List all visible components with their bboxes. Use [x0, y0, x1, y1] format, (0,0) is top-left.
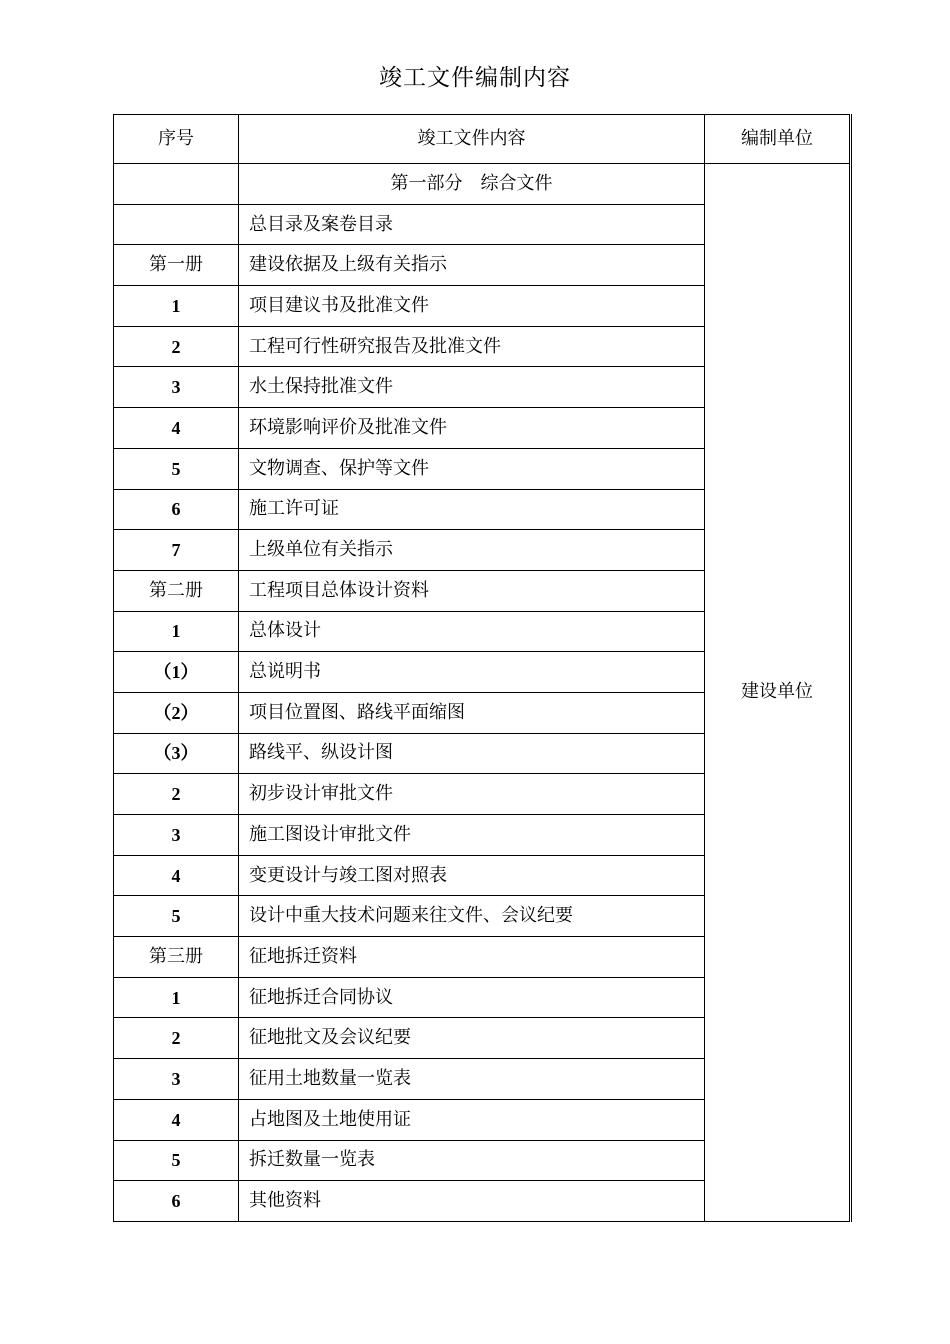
- row-seq: 4: [114, 408, 239, 449]
- row-seq: 2: [114, 326, 239, 367]
- row-content: 施工许可证: [239, 489, 705, 530]
- row-content: 施工图设计审批文件: [239, 815, 705, 856]
- row-content: 项目位置图、路线平面缩图: [239, 692, 705, 733]
- row-content: 总体设计: [239, 611, 705, 652]
- row-content: 文物调查、保护等文件: [239, 448, 705, 489]
- row-seq: 第一册: [114, 245, 239, 286]
- row-content: 项目建议书及批准文件: [239, 286, 705, 327]
- row-seq: [114, 164, 239, 205]
- row-content: 初步设计审批文件: [239, 774, 705, 815]
- row-content: 上级单位有关指示: [239, 530, 705, 571]
- row-content: 工程项目总体设计资料: [239, 570, 705, 611]
- row-seq: 3: [114, 815, 239, 856]
- row-seq: 6: [114, 1181, 239, 1222]
- row-content: 第一部分 综合文件: [239, 164, 705, 205]
- unit-cell: 建设单位: [705, 164, 851, 1222]
- row-content: 建设依据及上级有关指示: [239, 245, 705, 286]
- row-content: 占地图及土地使用证: [239, 1099, 705, 1140]
- row-seq: 第二册: [114, 570, 239, 611]
- row-seq: 3: [114, 367, 239, 408]
- row-seq: 1: [114, 611, 239, 652]
- row-seq: 2: [114, 774, 239, 815]
- row-content: 征地拆迁合同协议: [239, 977, 705, 1018]
- row-seq: （2）: [114, 692, 239, 733]
- header-content: 竣工文件内容: [239, 115, 705, 164]
- row-seq: （3）: [114, 733, 239, 774]
- row-content: 工程可行性研究报告及批准文件: [239, 326, 705, 367]
- row-content: 其他资料: [239, 1181, 705, 1222]
- page-title: 竣工文件编制内容: [379, 65, 571, 91]
- row-seq: 6: [114, 489, 239, 530]
- row-seq: 4: [114, 1099, 239, 1140]
- row-seq: 第三册: [114, 937, 239, 978]
- row-seq: 7: [114, 530, 239, 571]
- row-content: 拆迁数量一览表: [239, 1140, 705, 1181]
- table-row: [114, 164, 851, 205]
- row-content: 路线平、纵设计图: [239, 733, 705, 774]
- document-table: [113, 114, 852, 1222]
- row-content: 水土保持批准文件: [239, 367, 705, 408]
- row-content: 总说明书: [239, 652, 705, 693]
- row-seq: 3: [114, 1059, 239, 1100]
- row-seq: 1: [114, 286, 239, 327]
- header-unit: 编制单位: [705, 115, 851, 164]
- row-seq: [114, 204, 239, 245]
- row-seq: 4: [114, 855, 239, 896]
- row-content: 变更设计与竣工图对照表: [239, 855, 705, 896]
- header-seq: 序号: [114, 115, 239, 164]
- row-content: 设计中重大技术问题来往文件、会议纪要: [239, 896, 705, 937]
- row-content: 总目录及案卷目录: [239, 204, 705, 245]
- row-content: 征地拆迁资料: [239, 937, 705, 978]
- row-seq: 5: [114, 448, 239, 489]
- row-seq: 1: [114, 977, 239, 1018]
- row-seq: 5: [114, 896, 239, 937]
- row-content: 环境影响评价及批准文件: [239, 408, 705, 449]
- row-seq: 2: [114, 1018, 239, 1059]
- row-content: 征用土地数量一览表: [239, 1059, 705, 1100]
- row-content: 征地批文及会议纪要: [239, 1018, 705, 1059]
- row-seq: （1）: [114, 652, 239, 693]
- row-seq: 5: [114, 1140, 239, 1181]
- table-header-row: [114, 115, 851, 164]
